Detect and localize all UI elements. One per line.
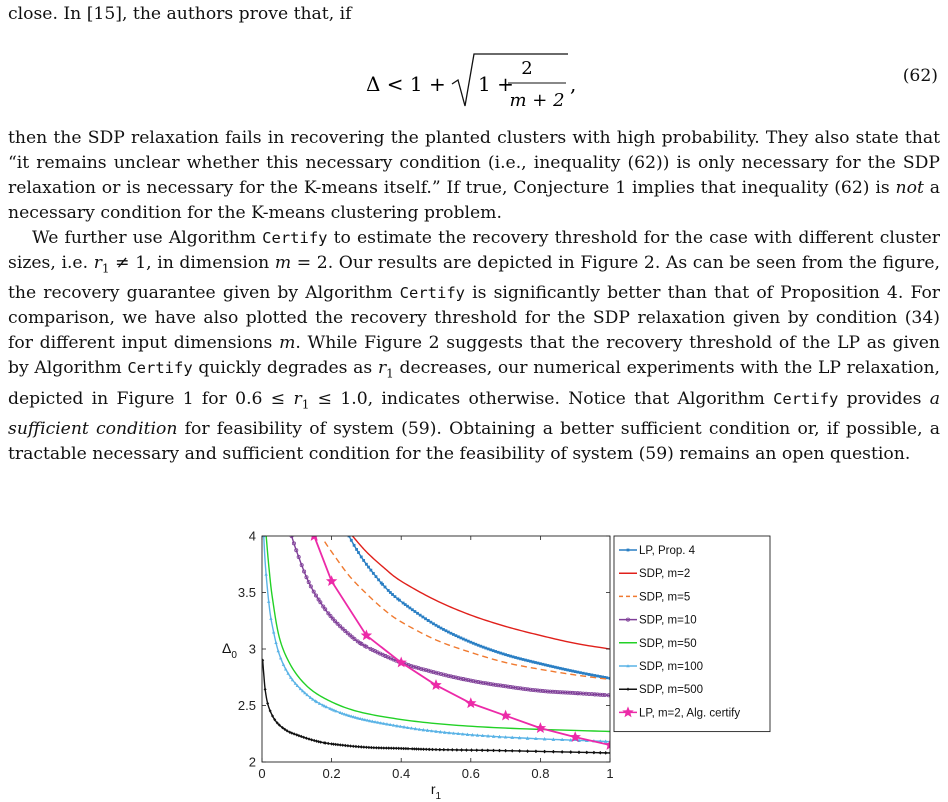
series-point-6 (428, 748, 431, 751)
series-line-5 (264, 536, 610, 742)
svg-text:m + 2: m + 2 (509, 90, 565, 111)
series-point-0 (512, 655, 515, 658)
series-point-6 (604, 751, 607, 754)
series-point-0 (429, 621, 432, 624)
series-point-6 (349, 744, 352, 747)
series-point-0 (524, 659, 527, 662)
series-point-0 (588, 673, 591, 676)
series-point-6 (319, 740, 322, 743)
series-point-6 (577, 751, 580, 754)
series-point-7-7 (535, 722, 546, 733)
legend-entry-2: SDP, m=5 (639, 591, 691, 604)
series-point-6 (460, 748, 463, 751)
series-point-0 (435, 624, 438, 627)
series-point-6 (341, 744, 344, 747)
series-5 (262, 534, 612, 743)
series-point-0 (522, 658, 525, 661)
series-point-6 (367, 746, 370, 749)
series-point-5 (276, 649, 279, 652)
series-point-0 (529, 660, 532, 663)
series-point-6 (442, 748, 445, 751)
series-point-6 (315, 739, 318, 742)
series-point-5 (272, 630, 275, 633)
series-point-6 (518, 749, 521, 752)
series-point-6 (435, 748, 438, 751)
series-point-0 (551, 665, 554, 668)
series-point-0 (384, 586, 387, 589)
series-point-0 (394, 595, 397, 598)
series-point-6 (492, 749, 495, 752)
series-point-6 (599, 751, 602, 754)
y-axis-label: $\Delta_0$ (222, 640, 237, 661)
series-point-6 (339, 743, 342, 746)
series-point-0 (365, 563, 368, 566)
series-point-0 (362, 559, 365, 562)
plot-area (261, 530, 616, 755)
legend-box (614, 536, 770, 732)
series-point-6 (327, 742, 330, 745)
series-2 (325, 542, 610, 680)
series-point-0 (452, 633, 455, 636)
series-point-6 (372, 746, 375, 749)
series-point-6 (293, 732, 296, 735)
equation-62 (0, 46, 948, 118)
x-tick-label: 0.2 (322, 766, 341, 781)
series-point-6 (475, 749, 478, 752)
series-point-0 (411, 608, 414, 611)
series-point-0 (532, 660, 535, 663)
legend-entry-7: LP, m=2, Alg. certify (639, 707, 741, 720)
series-point-0 (585, 672, 588, 675)
series-point-0 (566, 669, 569, 672)
series-point-6 (352, 745, 355, 748)
series-point-0 (517, 657, 520, 660)
series-point-0 (427, 619, 430, 622)
x-tick-label: 0.6 (461, 766, 480, 781)
y-tick-label: 3.5 (237, 585, 256, 600)
series-point-0 (355, 548, 358, 551)
series-point-5 (269, 617, 272, 620)
series-point-0 (469, 641, 472, 644)
series-point-6 (313, 739, 316, 742)
series-point-0 (479, 645, 482, 648)
legend-entry-1: SDP, m=2 (639, 568, 691, 581)
y-tick-label: 2 (248, 754, 256, 770)
svg-text:1 +: 1 + (478, 72, 514, 96)
series-point-0 (450, 632, 453, 635)
series-line-2 (325, 542, 610, 680)
series-point-0 (497, 651, 500, 654)
series-point-6 (438, 748, 441, 751)
legend-entry-5: SDP, m=100 (639, 661, 704, 673)
series-point-6 (455, 748, 458, 751)
series-point-0 (369, 569, 372, 572)
series-point-6 (302, 736, 305, 739)
series-point-6 (552, 750, 555, 753)
series-point-6 (498, 749, 501, 752)
series-point-0 (544, 663, 547, 666)
series-point-0 (353, 544, 356, 547)
series-point-0 (462, 638, 465, 641)
series-point-6 (346, 744, 349, 747)
paragraph-intro: close. In [15], the authors prove that, if (8, 4, 352, 24)
series-point-0 (509, 655, 512, 658)
series-point-6 (264, 688, 267, 691)
series-line-3 (292, 536, 610, 695)
series-point-7-1 (326, 575, 337, 586)
series-point-0 (377, 578, 380, 581)
legend-entry-4: SDP, m=50 (639, 637, 697, 650)
series-point-7-6 (500, 710, 511, 721)
series-point-0 (499, 652, 502, 655)
series-point-0 (467, 640, 470, 643)
series-point-0 (549, 665, 552, 668)
series-point-7-5 (465, 697, 476, 708)
series-point-0 (571, 670, 574, 673)
series-point-6 (420, 747, 423, 750)
y-tick-label: 3 (248, 641, 256, 657)
series-point-7-0 (308, 530, 319, 541)
series-point-0 (596, 675, 599, 678)
series-point-0 (561, 668, 564, 671)
series-point-0 (357, 551, 360, 554)
series-point-6 (451, 748, 454, 751)
series-point-6 (422, 748, 425, 751)
series-point-0 (514, 656, 517, 659)
series-point-0 (487, 648, 490, 651)
x-axis-label: $r_1$ (430, 781, 442, 800)
series-point-6 (592, 751, 595, 754)
series-point-6 (431, 748, 434, 751)
series-point-0 (534, 661, 537, 664)
series-point-0 (464, 639, 467, 642)
series-point-5 (274, 641, 277, 644)
series-point-6 (365, 746, 368, 749)
figure-2-chart (214, 526, 774, 800)
series-point-0 (474, 643, 477, 646)
axes (222, 529, 614, 801)
series-point-0 (576, 671, 579, 674)
series-point-0 (408, 607, 411, 610)
series-point-0 (454, 634, 457, 637)
series-point-0 (459, 637, 462, 640)
series-point-0 (419, 614, 422, 617)
series-point-0 (559, 667, 562, 670)
series-point-0 (591, 674, 594, 677)
series-point-6 (504, 749, 507, 752)
series-point-0 (484, 647, 487, 650)
paragraph-sdp-fails: then the SDP relaxation fails in recovering the planted clusters with high probability. They also state that “it remains unclear whether this necessary condition (i.e., inequality (62)) is only necessary for the SDP relaxation or is necessary for the K-means itself.” If true, Conjecture 1 implies that inequality (62) is not a necessary condition for the K-means clustering problem. (8, 128, 940, 223)
series-point-0 (579, 671, 582, 674)
series-point-0 (472, 642, 475, 645)
legend-entry-0: LP, Prop. 4 (639, 545, 696, 557)
series-point-5 (267, 600, 270, 603)
svg-text:,: , (570, 72, 577, 96)
series-point-0 (477, 644, 480, 647)
series-point-6 (370, 746, 373, 749)
series-point-6 (446, 748, 449, 751)
series-point-0 (539, 662, 542, 665)
series-point-6 (305, 737, 308, 740)
series-point-0 (541, 663, 544, 666)
series-point-6 (336, 743, 339, 746)
series-point-0 (432, 622, 435, 625)
series-point-6 (310, 738, 313, 741)
y-tick-label: 4 (248, 528, 256, 544)
series-point-6 (360, 745, 363, 748)
x-tick-label: 0.8 (531, 766, 550, 781)
series-point-6 (534, 750, 537, 753)
series-point-6 (362, 745, 365, 748)
x-tick-label: 1 (606, 766, 614, 781)
series-point-6 (561, 750, 564, 753)
series-point-0 (582, 672, 585, 675)
series-point-0 (457, 635, 460, 638)
series-point-6 (481, 749, 484, 752)
series-point-0 (381, 583, 384, 586)
series-point-0 (413, 610, 416, 613)
series-point-6 (308, 737, 311, 740)
series-point-0 (504, 653, 507, 656)
series-point-0 (537, 662, 540, 665)
series-point-0 (519, 657, 522, 660)
svg-text:2: 2 (521, 58, 533, 79)
series-point-6 (585, 751, 588, 754)
series-point-0 (350, 539, 353, 542)
series-point-0 (372, 572, 375, 575)
series-point-0 (554, 666, 557, 669)
paragraph-certify: We further use Algorithm Certify to estimate the recovery threshold for the case with different cluster sizes, i.e. $r_1 \ne 1$, in dimension m = 2. Our results are depicted in Figure 2. As can be seen from the figure, the recovery guarantee given by Algorithm Certify is significantly better than that of Proposition 4. For comparison, we have also plotted the recovery threshold for the SDP relaxation given by condition (34) for different input dimensions m. While Figure 2 suggests that the recovery threshold of the LP as given by Algorithm Certify quickly degrades as $r_1$ decreases, our numerical experiments with the LP relaxation, depicted in Figure 1 for $0.6 \le r_1 \le 1.0$, indicates otherwise. Notice that Algorithm Certify provides a sufficient condition for feasibility of system (59). Obtaining a better sufficient condition or, if possible, a tractable necessary and sufficient condition for the feasibility of system (59) remains an open question. (8, 228, 941, 465)
series-point-0 (447, 631, 450, 634)
svg-text:Δ < 1 +: Δ < 1 + (366, 72, 446, 96)
series-point-6 (407, 747, 410, 750)
series-point-0 (398, 599, 401, 602)
series-point-6 (526, 749, 529, 752)
x-tick-label: 0 (258, 766, 266, 781)
legend-entry-3: SDP, m=10 (639, 614, 697, 627)
series-point-0 (507, 654, 510, 657)
series-point-0 (593, 674, 596, 677)
legend (614, 536, 770, 732)
series-point-0 (421, 616, 424, 619)
series-point-0 (494, 650, 497, 653)
series-point-0 (391, 593, 394, 596)
series-point-6 (397, 747, 400, 750)
series-point-6 (465, 748, 468, 751)
series-point-6 (470, 748, 473, 751)
series-point-0 (556, 666, 559, 669)
series-point-0 (437, 625, 440, 628)
series-point-6 (375, 746, 378, 749)
series-point-6 (344, 744, 347, 747)
series-point-0 (489, 648, 492, 651)
series-point-7-4 (430, 679, 441, 690)
series-point-0 (599, 675, 602, 678)
series-point-6 (569, 750, 572, 753)
legend-marker-0 (627, 549, 630, 552)
series-point-0 (375, 575, 378, 578)
series-point-0 (367, 566, 370, 569)
series-point-0 (492, 649, 495, 652)
series-point-0 (502, 652, 505, 655)
x-tick-label: 0.4 (392, 766, 411, 781)
series-point-0 (574, 670, 577, 673)
series-point-0 (482, 646, 485, 649)
series-point-0 (569, 669, 572, 672)
series-point-6 (511, 749, 514, 752)
series-point-0 (416, 612, 419, 615)
series-point-6 (486, 749, 489, 752)
series-point-6 (300, 735, 303, 738)
y-tick-label: 2.5 (237, 698, 256, 713)
equation-number: (62) (902, 66, 938, 86)
series-point-6 (357, 745, 360, 748)
series-point-6 (266, 702, 269, 705)
series-point-0 (546, 664, 549, 667)
series-point-0 (360, 555, 363, 558)
series-point-5 (264, 573, 267, 576)
series-point-0 (445, 629, 448, 632)
series-point-0 (442, 628, 445, 631)
series-point-6 (543, 750, 546, 753)
series-point-6 (425, 748, 428, 751)
series-point-6 (354, 745, 357, 748)
series-point-0 (440, 627, 443, 630)
series-point-0 (527, 659, 530, 662)
series-point-0 (424, 617, 427, 620)
series-point-0 (564, 668, 567, 671)
legend-entry-6: SDP, m=500 (639, 684, 704, 697)
axes-box (262, 536, 610, 762)
